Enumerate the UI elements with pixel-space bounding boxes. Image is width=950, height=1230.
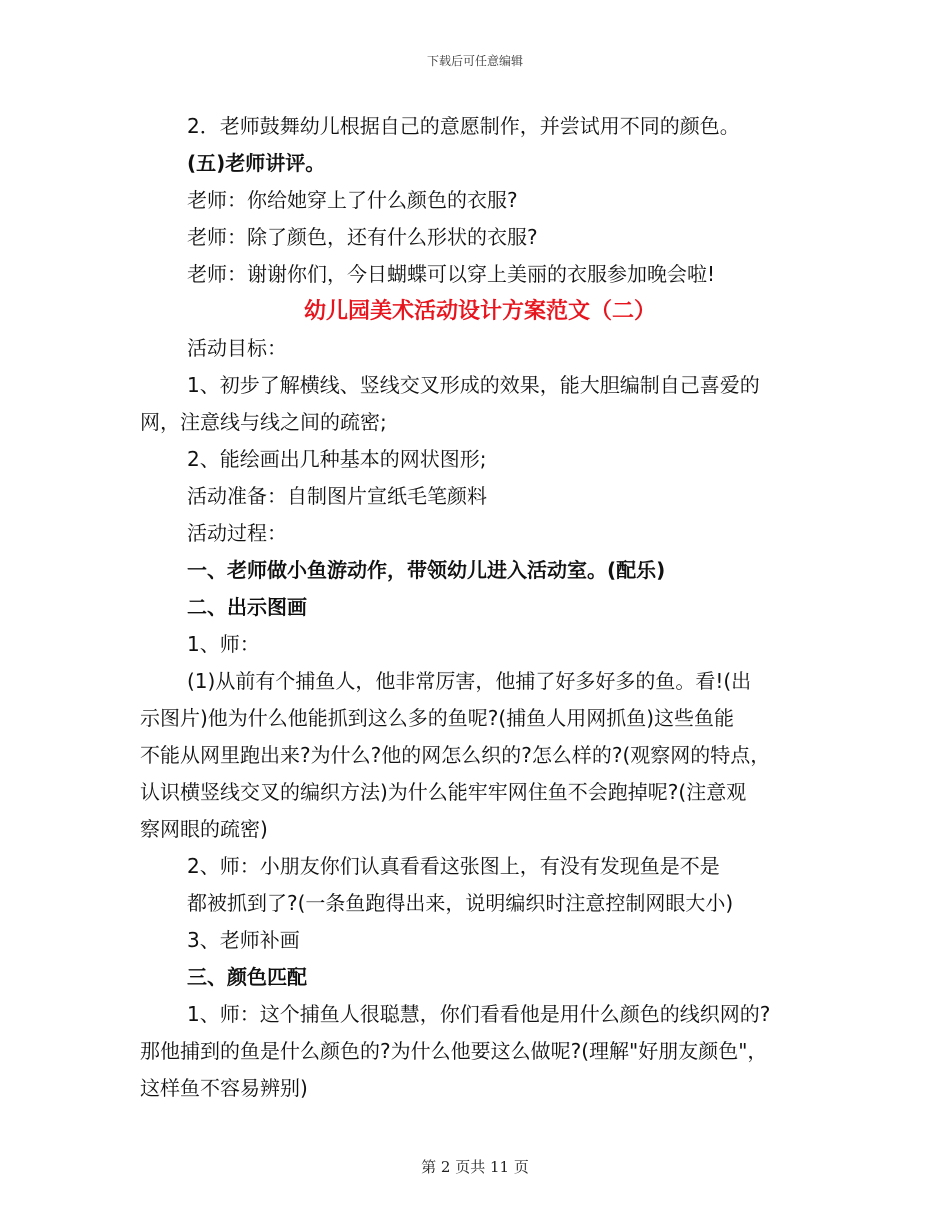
document-body [140,108,820,1107]
paragraph-line: 不能从网里跑出来?为什么?他的网怎么织的?怎么样的?(观察网的特点， [140,743,771,767]
page-footer: 第 2 页共 11 页 [421,1158,529,1176]
paragraph-line: 2、师：小朋友你们认真看看这张图上，有没有发现鱼是不是 [187,854,720,878]
paragraph-line: 这样鱼不容易辨别) [140,1076,308,1100]
paragraph-line: 老师：你给她穿上了什么颜色的衣服? [187,188,518,212]
section-heading: 一、老师做小鱼游动作，带领幼儿进入活动室。(配乐) [187,558,666,582]
paragraph-line: 1、师： [187,632,260,656]
section-heading: 二、出示图画 [187,595,307,619]
paragraph-line: 认识横竖线交叉的编织方法)为什么能牢牢网住鱼不会跑掉呢?(注意观 [140,780,747,804]
paragraph-line: 1、师：这个捕鱼人很聪慧，你们看看他是用什么颜色的线织网的? [187,1002,771,1026]
paragraph-line: 1、初步了解横线、竖线交叉形成的效果，能大胆编制自己喜爱的 [187,373,760,397]
paragraph-line: 网，注意线与线之间的疏密; [140,410,387,434]
paragraph-line: 活动过程： [187,521,287,545]
paragraph-line: 3、老师补画 [187,928,300,952]
paragraph-line: 察网眼的疏密) [140,817,268,841]
section-heading: 三、颜色匹配 [187,965,307,989]
section-title: 幼儿园美术活动设计方案范文（二） [303,299,656,324]
paragraph-line: 老师：除了颜色，还有什么形状的衣服? [187,225,538,249]
paragraph-line: 活动准备：自制图片宣纸毛笔颜料 [187,484,487,508]
paragraph-line: 那他捕到的鱼是什么颜色的?为什么他要这么做呢?(理解"好朋友颜色"， [140,1039,768,1063]
paragraph-line: 老师：谢谢你们，今日蝴蝶可以穿上美丽的衣服参加晚会啦! [187,262,716,286]
page-header: 下载后可任意编辑 [426,54,523,68]
paragraph-line: 示图片)他为什么他能抓到这么多的鱼呢?(捕鱼人用网抓鱼)这些鱼能 [140,706,735,730]
paragraph-line: 2、能绘画出几种基本的网状图形; [187,447,487,471]
section-heading: (五)老师讲评。 [187,151,326,175]
paragraph-line: 活动目标： [187,336,287,360]
paragraph-line: 都被抓到了?(一条鱼跑得出来，说明编织时注意控制网眼大小) [187,891,734,915]
paragraph-line: (1)从前有个捕鱼人，他非常厉害，他捕了好多好多的鱼。看!(出 [187,669,752,693]
paragraph-line: 2．老师鼓舞幼儿根据自己的意愿制作，并尝试用不同的颜色。 [187,114,740,138]
